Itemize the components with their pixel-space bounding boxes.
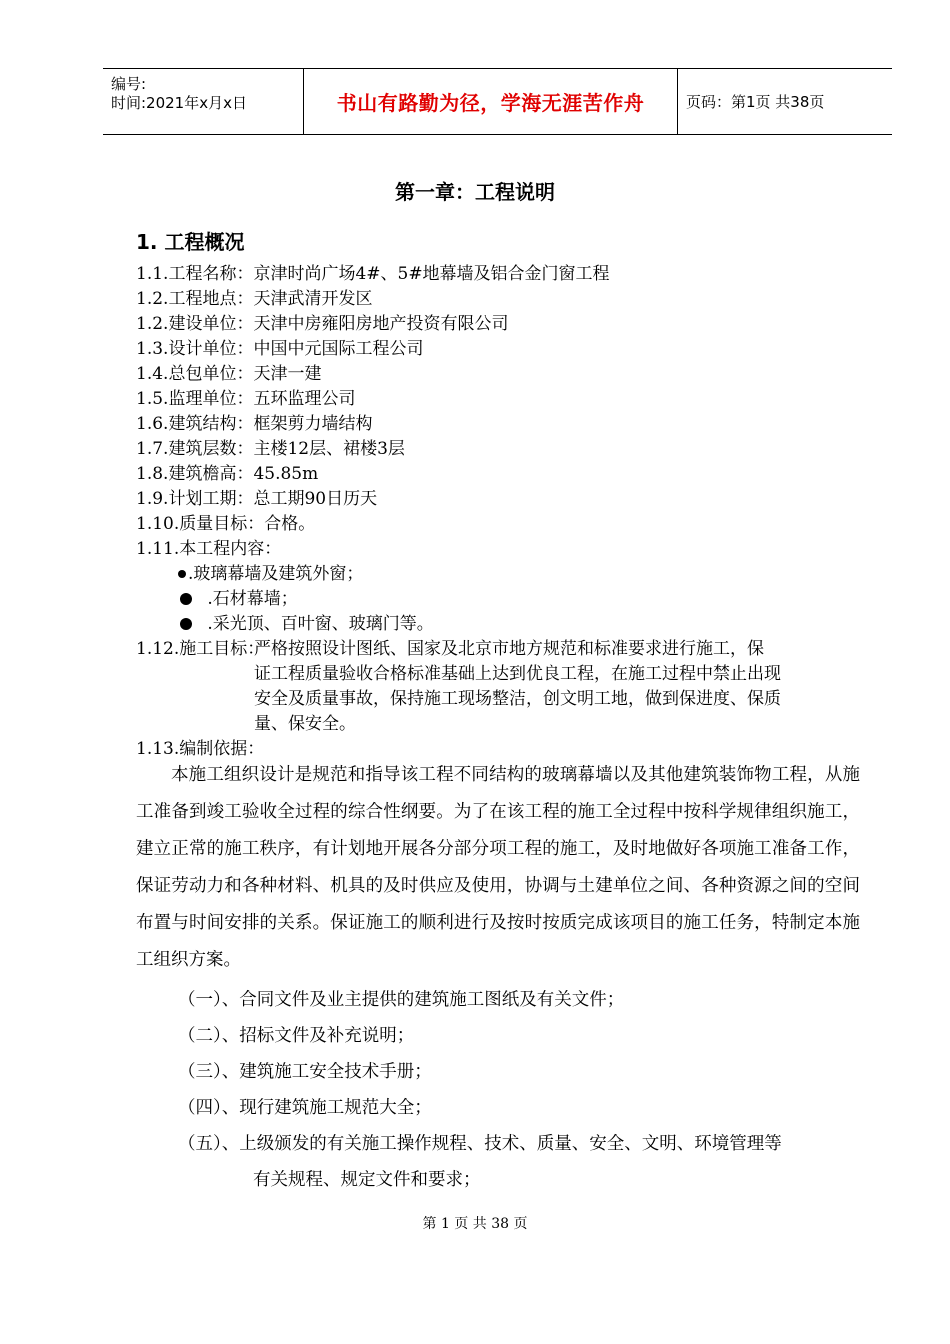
header-motto-cell: [303, 69, 678, 134]
bullet-text: .石材幕墙；: [202, 589, 298, 609]
page-header: [103, 68, 892, 135]
item-project-location: 1.2.工程地点：天津武清开发区: [136, 289, 373, 309]
item-quality-target: 1.10.质量目标：合格。: [136, 514, 316, 534]
goal-line: 严格按照设计图纸、国家及北京市地方规范和标准要求进行施工，保: [254, 639, 764, 659]
motto: 书山有路勤为径，学海无涯苦作舟: [336, 91, 645, 115]
reference-item: （二）、招标文件及补充说明；: [178, 1026, 415, 1046]
bullet-icon: [180, 618, 192, 630]
bullet-text: .采光顶、百叶窗、玻璃门等。: [202, 614, 434, 634]
item-supervisor: 1.5.监理单位：五环监理公司: [136, 389, 356, 409]
reference-item: （五）、上级颁发的有关施工操作规程、技术、质量、安全、文明、环境管理等: [178, 1134, 782, 1154]
bullet-item: [178, 562, 363, 587]
bullet-text: .玻璃幕墙及建筑外窗；: [188, 564, 364, 584]
time-label: 时间:2021年x月x日: [111, 94, 247, 112]
reference-item: （四）、现行建筑施工规范大全；: [178, 1098, 432, 1118]
item-floors: 1.7.建筑层数：主楼12层、裙楼3层: [136, 439, 405, 459]
page-info: 页码：第1页 共38页: [686, 93, 825, 111]
bullet-item: [180, 587, 298, 612]
item-structure: 1.6.建筑结构：框架剪力墙结构: [136, 414, 373, 434]
item-general-contractor: 1.4.总包单位：天津一建: [136, 364, 322, 384]
item-schedule: 1.9.计划工期：总工期90日历天: [136, 489, 378, 509]
header-meta: [103, 69, 303, 134]
bullet-icon: [180, 593, 192, 605]
basis-paragraph: 本施工组织设计是规范和指导该工程不同结构的玻璃幕墙以及其他建筑装饰物工程，从施工准备到竣工验收全过程的综合性纲要。为了在该工程的施工全过程中按科学规律组织施工，建立正常的施工秩序，有计划地开展各分部分项工程的施工，及时地做好各项施工准备工作，保证劳动力和各种材料、机具的及时供应及使用，协调与土建单位之间、各种资源之间的空间布置与时间安排的关系。保证施工的顺利进行及按时按质完成该项目的施工任务，特制定本施工组织方案。: [136, 765, 860, 970]
serial-label: 编号:: [111, 75, 147, 93]
item-scope: 1.11.本工程内容：: [136, 539, 282, 559]
basis-label: 1.13.编制依据：: [136, 739, 265, 759]
item-builder: 1.2.建设单位：天津中房雍阳房地产投资有限公司: [136, 314, 509, 334]
bullet-item: [180, 612, 434, 637]
reference-item-continued: 有关规程、规定文件和要求；: [253, 1170, 481, 1190]
item-eave-height: 1.8.建筑檐高：45.85m: [136, 464, 319, 484]
reference-item: （三）、建筑施工安全技术手册；: [178, 1062, 432, 1082]
header-page-cell: [678, 69, 892, 134]
reference-item: （一）、合同文件及业主提供的建筑施工图纸及有关文件；: [178, 990, 625, 1010]
chapter-title: 第一章：工程说明: [395, 180, 555, 204]
goal-line: 证工程质量验收合格标准基础上达到优良工程，在施工过程中禁止出现: [254, 664, 781, 684]
item-designer: 1.3.设计单位：中国中元国际工程公司: [136, 339, 424, 359]
item-project-name: 1.1.工程名称：京津时尚广场4#、5#地幕墙及铝合金门窗工程: [136, 264, 610, 284]
goal-line: 安全及质量事故，保持施工现场整洁，创文明工地，做到保进度、保质: [254, 689, 781, 709]
bullet-icon: [178, 570, 186, 578]
goal-line: 量、保安全。: [254, 714, 356, 734]
page-footer: 第 1 页 共 38 页: [422, 1216, 528, 1232]
section-title: 1. 工程概况: [136, 230, 245, 254]
goal-label: 1.12.施工目标：: [136, 639, 265, 659]
